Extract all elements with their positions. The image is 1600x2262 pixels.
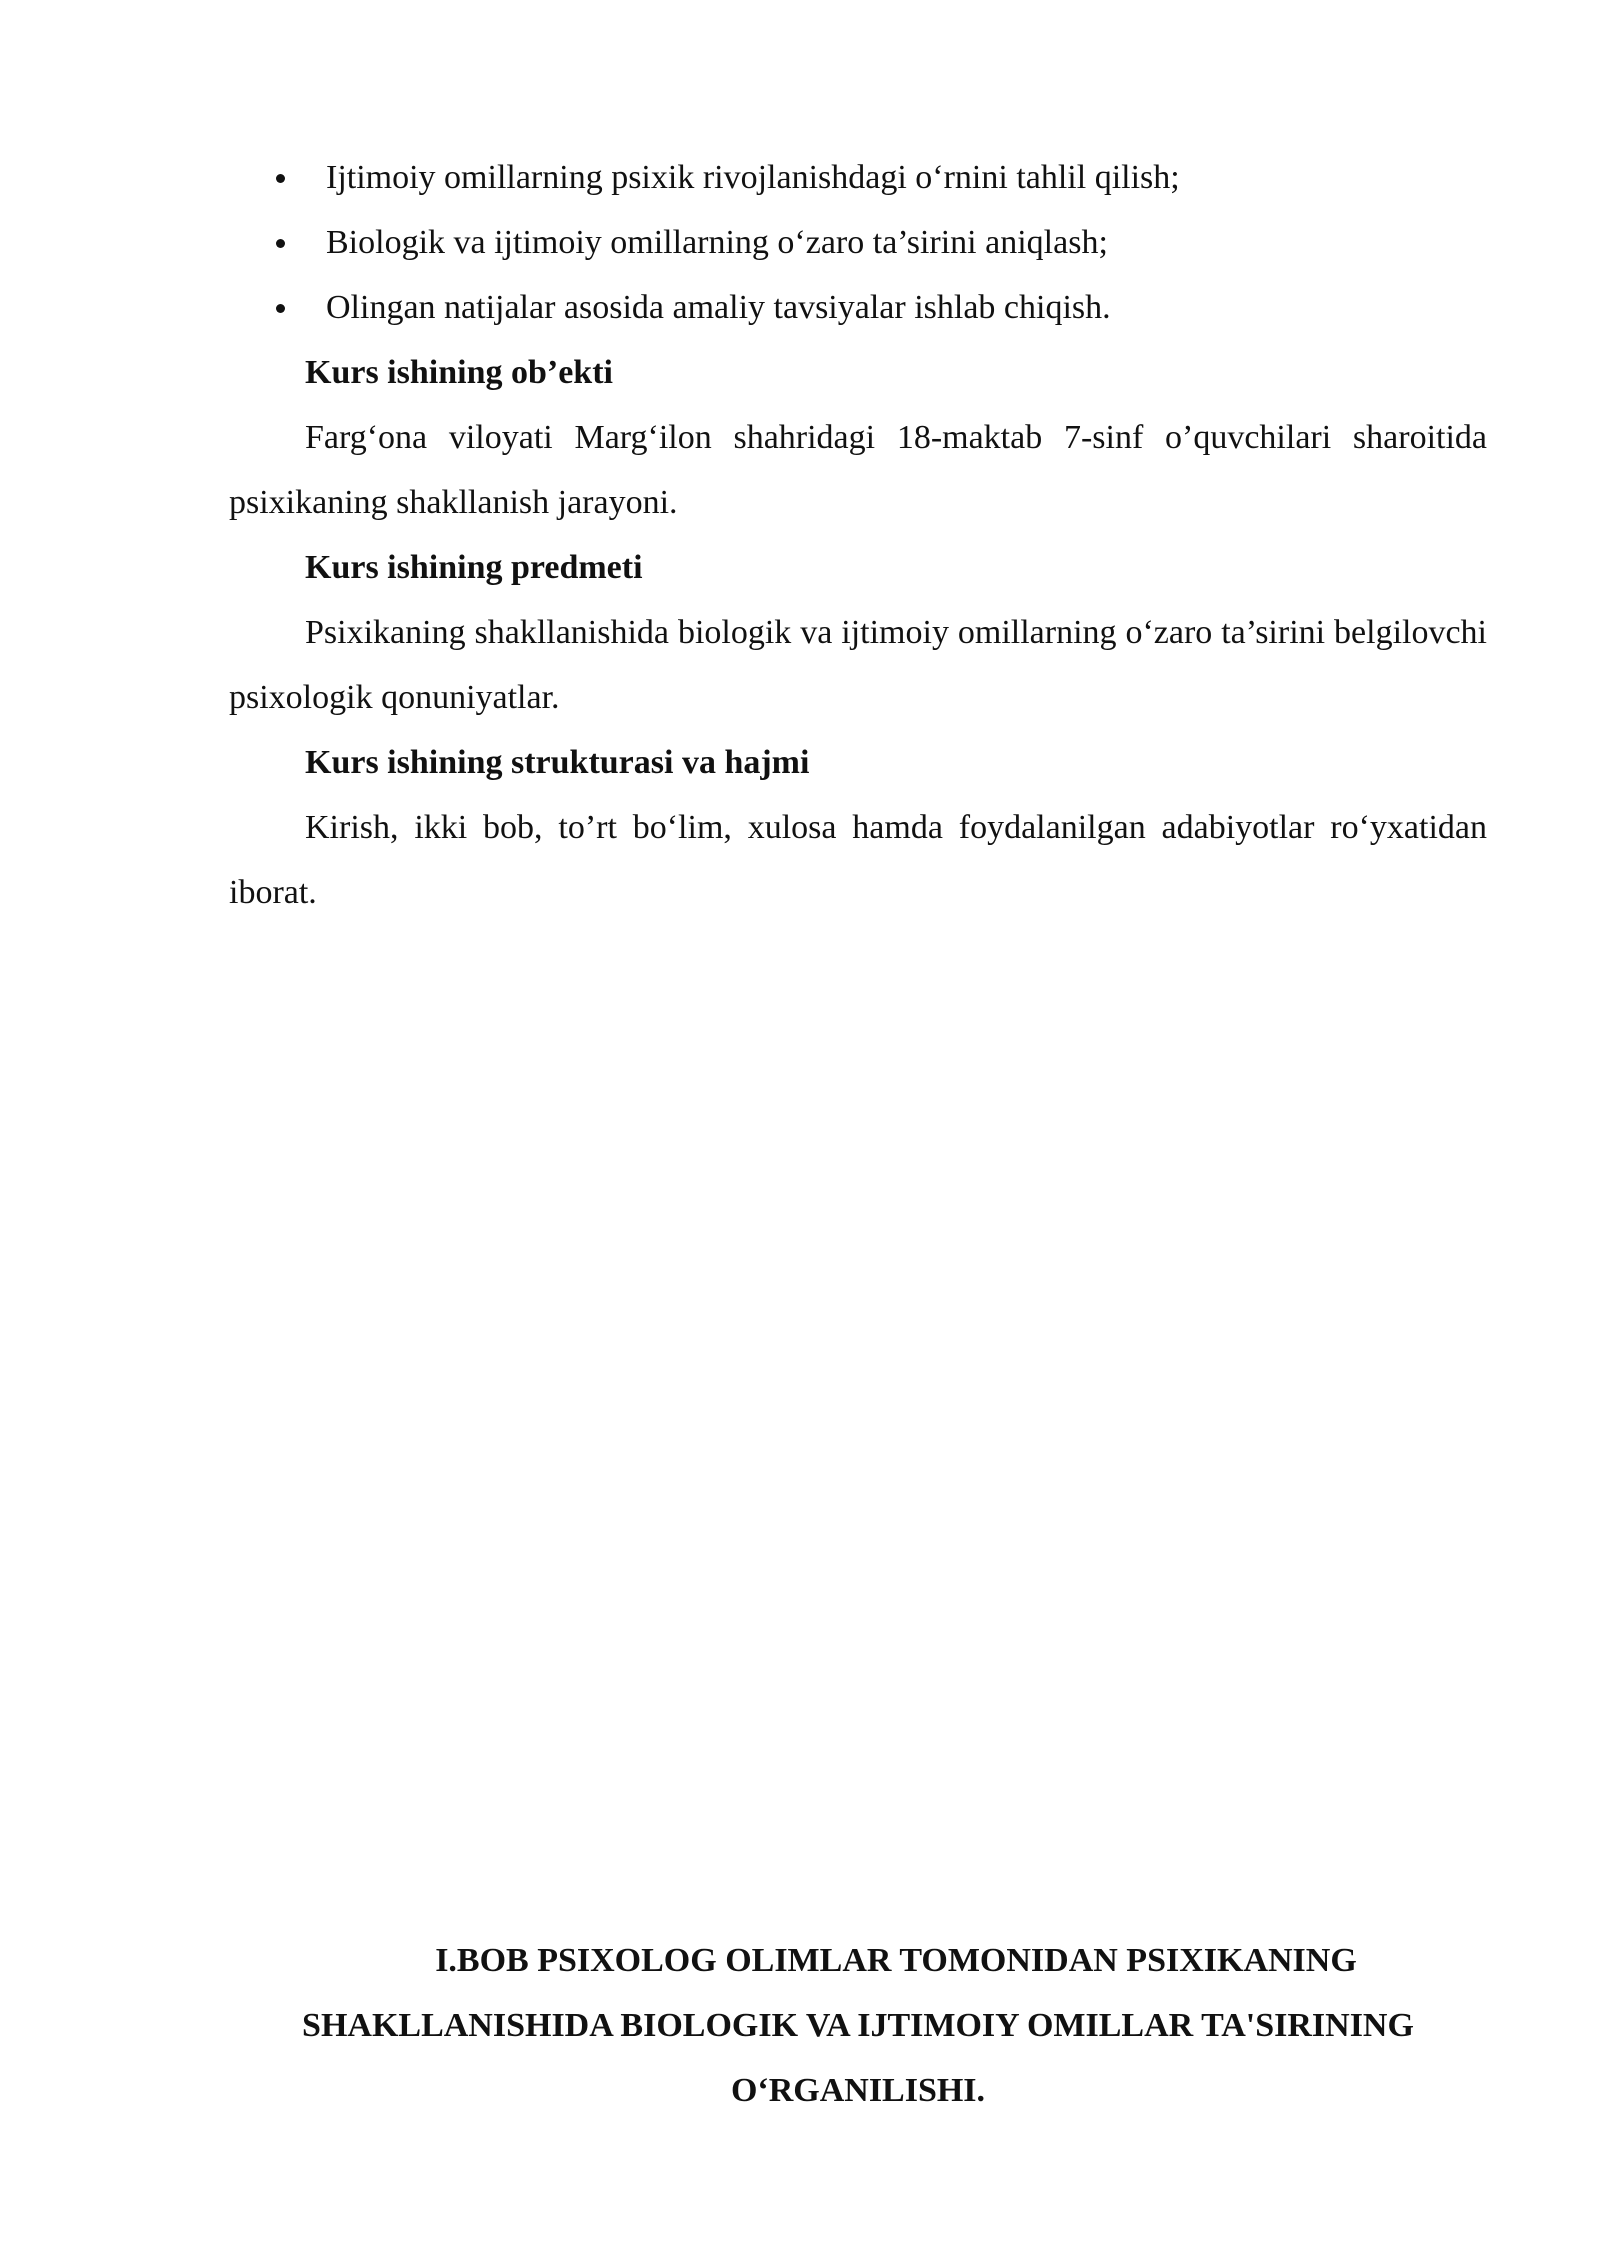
bullet-list [229,145,1487,340]
list-item [229,210,1487,275]
section-heading-subject: Kurs ishining predmeti [305,549,643,586]
bullet-icon [276,304,285,313]
section-text-structure: Kirish, ikki bob, to’rt bo‘lim, xulosa hamda foydalanilgan adabiyotlar ro‘yxatidan iborat. [229,809,1487,911]
chapter-title-line-3: O‘RGANILISHI. [730,2072,986,2110]
chapter-title-line-2: SHAKLLANISHIDA BIOLOGIK VA IJTIMOIY OMILLAR TA'SIRINING [302,2007,1414,2045]
bullet-text: Olingan natijalar asosida amaliy tavsiyalar ishlab chiqish. [326,289,1111,326]
list-item [229,275,1487,340]
chapter-title [229,1928,1487,2123]
section-text-object: Farg‘ona viloyati Marg‘ilon shahridagi 18-maktab 7-sinf o’quvchilari sharoitida psixikaning shakllanish jarayoni. [229,419,1487,521]
bullet-icon [276,174,285,183]
page-content [229,145,1487,925]
section-text-subject: Psixikaning shakllanishida biologik va ijtimoiy omillarning o‘zaro ta’sirini belgilovchi psixologik qonuniyatlar. [229,614,1487,716]
chapter-title-line-1: I.BOB PSIXOLOG OLIMLAR TOMONIDAN PSIXIKANING [435,1942,1357,1980]
bullet-icon [276,239,285,248]
list-item [229,145,1487,210]
bullet-text: Ijtimoiy omillarning psixik rivojlanishdagi o‘rnini tahlil qilish; [326,159,1180,196]
section-heading-structure: Kurs ishining strukturasi va hajmi [305,744,810,781]
section-heading-object: Kurs ishining ob’ekti [305,354,613,391]
bullet-text: Biologik va ijtimoiy omillarning o‘zaro ta’sirini aniqlash; [326,224,1108,261]
